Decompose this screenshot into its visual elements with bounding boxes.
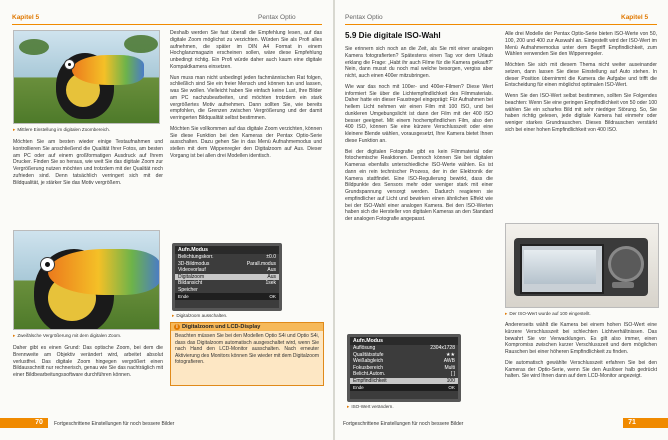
infobox-digitalzoom-lcd: i Digitalzoom und LCD-Display Beachten müssen Sie bei den Modellen Optio S4i und Optio S4i, dass das Digitalzoom automatisch ausgeschaltet wird, wenn Sie nach Hand den LCD-Monitor ausschalten. Nach erneuter Aktivierung des Monitors können Sie wieder mit dem Digitalzoom fotografieren.	[170, 322, 324, 386]
camera-photo-iso	[505, 223, 659, 308]
triangle-right-icon: ▸	[505, 311, 508, 316]
lcd-menu-iso: Aufn.Modus Auflösung 2304x1728 Qualitätsstufe ★★ Weißabgleich AWB Fokusbereich Multi Belicht.Autom. [ ] Empfindlichkeit 100 Ende OK	[347, 334, 461, 402]
chapter-label: Kapitel 5	[12, 14, 40, 21]
caption-double-zoom: ▸ Zweifälsche Vergrößerung mit dem digitalen Zoom.	[13, 333, 122, 338]
header-rule	[12, 24, 322, 25]
lcd-menu-digitalzoom: Aufn.Modus Belichtungskorr. ±0.0 3D-Bildmodus Parall.modus Videovorlauf Aus Digitalzoom Aus Bildansicht 1sek Speicher Ende OK	[172, 243, 282, 311]
left-col1-bottom-text: Daher gibt es einen Grund: Das optische Zoom, bei dem die Brennweite am Objektiv verändert wird, arbeitet absolut verlustfrei. Das digitale Zoom hingegen vergrößert einen Bildausschnitt nur rechnerisch, genau wie Sie das nachträglich mit einer Bildbearbeitungssoftware durchführen können.	[13, 345, 163, 378]
right-col2-text: Alle drei Modelle der Pentax Optio-Serie bieten ISO-Werte von 50, 100, 200 und 400 zur Auswahl an. Eingestellt wird der ISO-Wert im Menü Aufnahmemodus unter dem Begriff Empfindlichkeit, zum Wählen verwenden Sie den Wippenregeler. Möchten Sie sich mit diesem Thema nicht weiter auseinander setzen, dann lassen Sie diese Einstellung auf Auto stehen. In dieser Position übernimmt die Kamera die Aufgabe und trifft die Entscheidung für einen möglichst optimalen ISO-Wert. Wenn Sie den ISO-Wert selbst bestimmen, sollten Sie Folgendes beachten: Wenn Sie eine geringen Empfindlichkeit von 50 oder 100 wählen Sie ein scharfes Bild mit sehr niedriger Störung. So, Sie haben richtig gelesen, jede digitale Kamera hat einmehr oder weniger starkes Grundrauschen. Dieses Bildrauschen verstärkt sich bei einer hohen Empfindlichkeit von 400 ISO.	[505, 31, 657, 133]
caption-digitalzoom-off: ▸ Digitalzoom ausschalten.	[172, 313, 228, 318]
page-number: 70	[35, 419, 43, 426]
header-rule	[345, 24, 657, 25]
lcd-title: Aufn.Modus	[175, 246, 279, 254]
right-col2-bottom-text: Andererseits wählt die Kamera bei einem hohen ISO-Wert eine kürzere Verschlusszeit bei schlechten Lichtverhältnissen. Das bewahrt Sie vor Verwacklungen. Es gilt also immer, einen Kompromiss zwischen kurzer Verschlusszeit und dem möglichen Rauschen bei einer höheren Empfindlichkeit zu finden. Die automatisch gewählte Verschlusszeit erfahren Sie bei den Kameras der Optio-Serie, wenn Sie den Auslöser halb gedrückt halten. Sie wird Ihnen dann auf dem LCD-Monitor angezeigt.	[505, 322, 657, 380]
right-col1-text: Sie erinnern sich noch an die Zeit, als Sie mit einer analogen Kamera fotografierten? Spätestens einen Tag vor dem Urlaub erklang die Frage: „Habt ihr auch Filme für die Kamera gekauft?“ Nein, dann musst du noch mal welche besorgen, vergiss aber nicht, auch einen 400er mitzubringen. Wie war das noch mit 100er- und 400er-Filmen? Diese Wert informiert Sie über die Lichtempfindlichkeit des Filmmaterials. Daher hatte ein dieser Faustregel eingeprägt: Für Aufnahmen bei hellem Licht nehmen wir einen Film mit 100 ISO, und bei dunkleren Umgebungslicht ist dann der Film mit der 400 ISO besser geeignet. Mit einem hochempfindlichen Film, also den 400 ISO, können Sie eine kürzere Verschlusszeit oder eine kleinere Blende wählen, vorausgesetzt, Ihre Kamera bietet Ihnen diese Funktion an. Bei der digitalen Fotografie gibt es kein Filmmaterial oder fotochemische Reaktionen. Dennoch können Sie bei digitalen Kameras ebenfalls unterschiedliche ISO-Werte wählen. Es ist dann ein rein technischer Prozess, der in der Elektronik der Kamera stattfindet. Eine ISO-Regulierung bewirkt, dass die Bildpunkte des Sensors mehr oder weniger stark mit einer Grundspannung versorgt werden. Dadurch reagieren sie empfindlicher auf Licht und bewirken einen ähnlichen Effekt wie bei der ISO-Wahl einer analogen Kamera. Bei den ISO-Werten haben sich die Hersteller von digitalen Kameras an den Standard der analogen Fotografie angepasst.	[345, 46, 493, 222]
toucan-photo-medium-zoom	[13, 30, 160, 124]
page-number: 71	[628, 419, 636, 426]
left-col1-text: Möchten Sie am besten wieder einige Testaufnahmen und kontrollieren Sie anschließend die Qualität Ihrer Fotos, am besten am PC oder auf einem großformatigen Ausdruck auf Ihrem Drucker. Finden Sie so heraus, wie weit Sie das digitale Zoom zur Vergrößerung nutzen möchten und trotzdem mit der Qualität noch zufrieden sind. Denn tatsächlich verringert sich mit der Bildqualität, je stärker Sie das Motiv vergrößern.	[13, 139, 163, 186]
caption-camera-iso: ▸ Der ISO-Wert wurde auf 100 eingestellt.	[505, 311, 591, 316]
footer-label: Fortgeschrittene Einstellungen für noch bessere Bilder	[343, 421, 464, 427]
caption-medium-zoom: ▸ Mittlere Einstellung im digitalen Zoombereich.	[13, 127, 110, 132]
caption-iso-change: ▸ ISO-Wert verändern.	[347, 404, 394, 409]
section-title: 5.9 Die digitale ISO-Wahl	[345, 31, 441, 40]
chapter-label: Kapitel 5	[621, 14, 649, 21]
running-header: Pentax Optio	[345, 14, 383, 21]
running-header: Pentax Optio	[258, 14, 296, 21]
footer-label: Fortgeschrittene Einstellungen für noch bessere Bilder	[54, 421, 175, 427]
triangle-right-icon: ▸	[172, 313, 175, 318]
left-col2-text: Deshalb werden Sie fast überall die Empfehlung lesen, auf das digitale Zoom möglichst zu verzichten. Würden Sie als Profi alles aufnehmen, die später im DIN A4 Format in einem Hochglanzmagazin erscheinen sollen, wäre diese Empfehlung unbedingt richtig. Ein Profi würde daher auch kaum eine digitale Kompaktkamera einsetzen. Nun muss man nicht unbedingt jeden fachmännischen Rat folgen, schließlich sind Sie ein freier Mensch und können tun und lassen, was Sie wollen. Vielleicht haben Sie einfach keine Lust, Ihre Bilder am PC nachzubearbeiten, und möchten trotzdem ein stark vergrößertes Motiv aufnehmen. Dann sollten Sie, wie bereits empfohlen, die Grenzen zwischen Vergrößerung und der damit verringerten Bildqualität selbst bestimmen. Möchten Sie vollkommen auf das digitale Zoom verzichten, können Sie diese Funktion bei den Kameras der Pentax Optio-Serie ausschalten. Dazu gehen Sie in das Menü Aufnahmemodus und stellen mit dem Wippenregler den Digitalzoom auf Aus. Dieser Vorgang ist bei allen drei Modellen identisch.	[170, 30, 322, 159]
info-icon: i	[174, 324, 180, 330]
triangle-right-icon: ▸	[347, 404, 350, 409]
triangle-right-icon: ▸	[13, 127, 16, 132]
left-page	[0, 0, 333, 440]
lcd-title: Aufn.Modus	[350, 337, 458, 345]
triangle-right-icon: ▸	[13, 333, 16, 338]
right-page	[335, 0, 668, 440]
toucan-photo-double-zoom	[13, 230, 160, 330]
